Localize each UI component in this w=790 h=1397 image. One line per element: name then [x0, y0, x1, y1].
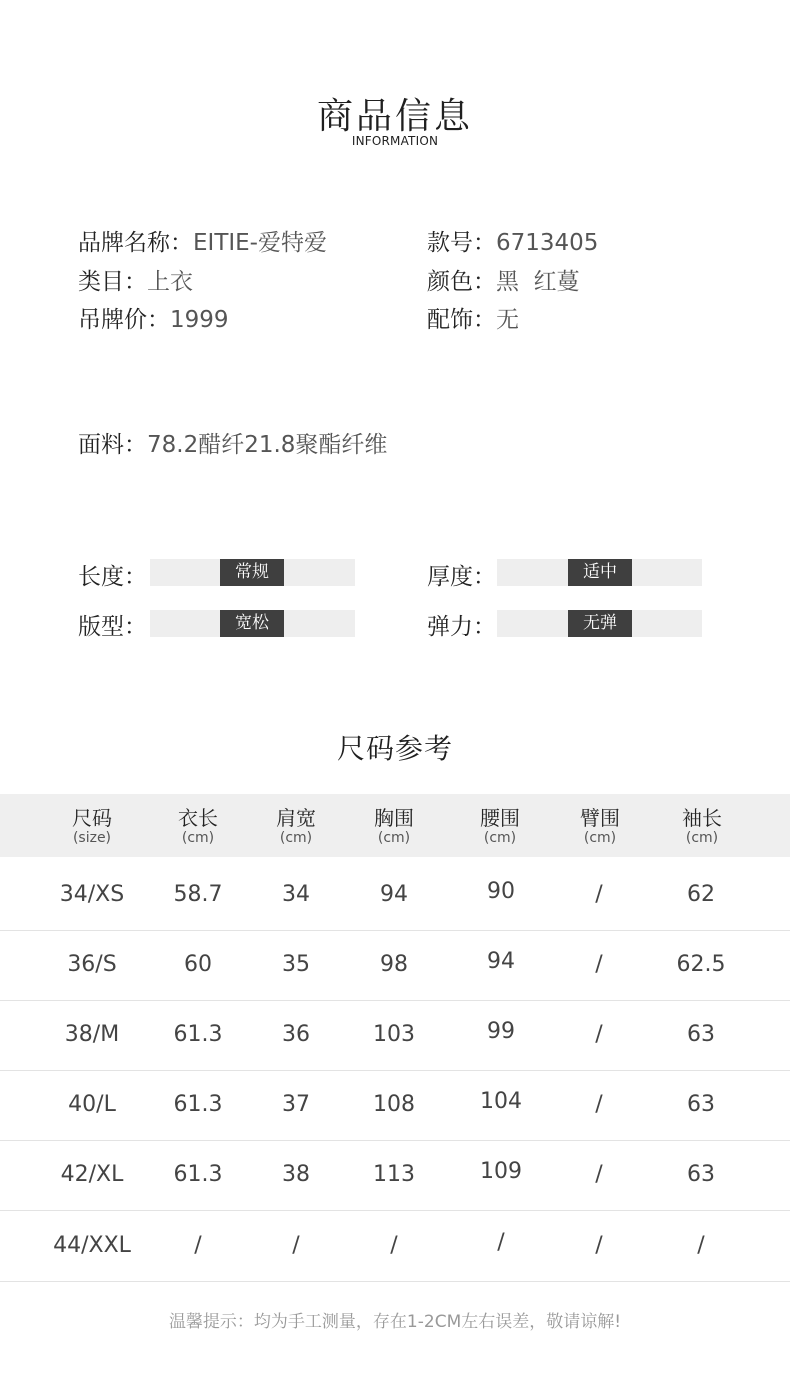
column-unit: (cm)	[583, 830, 617, 846]
price-value: 1999	[170, 307, 229, 333]
column-unit: (size)	[72, 830, 112, 846]
table-row	[0, 859, 790, 931]
column-header	[550, 794, 650, 846]
page-title: 商品信息	[316, 96, 473, 137]
column-header	[42, 794, 142, 846]
measurement-note: 温馨提示：均为手工测量，存在1-2CM左右误差，敬请谅解!	[168, 1312, 622, 1332]
price-label: 吊牌价：	[78, 307, 170, 333]
table-cell: 44/XXL	[53, 1233, 131, 1258]
color-label: 颜色：	[427, 269, 496, 295]
table-cell: 38/M	[64, 1022, 120, 1047]
column-name: 袖长	[682, 806, 722, 830]
table-cell: 40/L	[68, 1092, 116, 1117]
table-cell: /	[292, 1233, 300, 1258]
fabric-label: 面料：	[78, 432, 147, 458]
table-cell: 34	[282, 882, 310, 907]
table-cell: 94	[487, 949, 515, 974]
fit-label: 版型：	[78, 614, 147, 640]
table-cell: 61.3	[173, 1162, 223, 1187]
fit-bar	[150, 610, 355, 637]
table-cell: 104	[480, 1089, 522, 1114]
size-table-header	[0, 794, 790, 857]
column-unit: (cm)	[685, 830, 719, 846]
table-cell: 98	[380, 952, 408, 977]
column-name: 腰围	[480, 806, 520, 830]
column-name: 臂围	[580, 806, 620, 830]
thickness-label: 厚度：	[427, 564, 496, 590]
category-row	[78, 263, 193, 296]
length-bar	[150, 559, 355, 586]
table-cell: 103	[373, 1022, 415, 1047]
column-header	[246, 794, 346, 846]
column-unit: (cm)	[279, 830, 313, 846]
column-unit: (cm)	[483, 830, 517, 846]
column-header	[148, 794, 248, 846]
table-cell: /	[595, 1233, 603, 1258]
table-cell: 34/XS	[59, 882, 125, 907]
table-row	[0, 999, 790, 1071]
table-cell: 113	[373, 1162, 415, 1187]
table-cell: /	[697, 1233, 705, 1258]
table-cell: 62	[687, 882, 715, 907]
column-unit: (cm)	[181, 830, 215, 846]
table-cell: 36	[282, 1022, 310, 1047]
brand-row	[78, 224, 327, 257]
elasticity-label: 弹力：	[427, 614, 496, 640]
table-cell: /	[595, 1022, 603, 1047]
table-cell: 60	[184, 952, 212, 977]
table-cell: 37	[282, 1092, 310, 1117]
table-cell: 99	[487, 1019, 515, 1044]
table-cell: /	[390, 1233, 398, 1258]
style-no-label: 款号：	[427, 230, 496, 256]
table-cell: 38	[282, 1162, 310, 1187]
table-cell: /	[497, 1230, 505, 1255]
brand-label: 品牌名称：	[78, 230, 193, 256]
table-cell: 42/XL	[60, 1162, 124, 1187]
brand-value: EITIE-爱特爱	[193, 230, 327, 256]
table-cell: 63	[687, 1162, 715, 1187]
table-cell: 108	[373, 1092, 415, 1117]
price-row	[78, 301, 229, 334]
table-cell: 61.3	[173, 1092, 223, 1117]
table-cell: 36/S	[67, 952, 117, 977]
fabric-row	[78, 426, 387, 459]
fabric-value: 78.2醋纤21.8聚酯纤维	[147, 432, 388, 458]
style-no-row	[427, 224, 598, 257]
table-cell: /	[595, 1162, 603, 1187]
table-cell: 35	[282, 952, 310, 977]
elasticity-value: 无弹	[568, 610, 632, 637]
elasticity-bar	[497, 610, 702, 637]
column-unit: (cm)	[377, 830, 411, 846]
length-label: 长度：	[78, 564, 147, 590]
thickness-value: 适中	[568, 559, 632, 586]
accessory-row	[427, 301, 519, 334]
column-header	[344, 794, 444, 846]
thickness-bar	[497, 559, 702, 586]
category-value: 上衣	[147, 269, 193, 295]
column-name: 尺码	[72, 806, 112, 830]
accessory-label: 配饰：	[427, 307, 496, 333]
table-row	[0, 1210, 790, 1282]
table-cell: 58.7	[173, 882, 223, 907]
size-chart-title: 尺码参考	[336, 732, 453, 765]
table-row	[0, 929, 790, 1001]
table-row	[0, 1069, 790, 1141]
table-cell: 94	[380, 882, 408, 907]
column-name: 肩宽	[276, 806, 316, 830]
accessory-value: 无	[496, 307, 519, 333]
column-name: 胸围	[374, 806, 414, 830]
table-cell: 90	[487, 879, 515, 904]
color-row	[427, 263, 580, 296]
column-header	[450, 794, 550, 846]
fit-value: 宽松	[220, 610, 284, 637]
table-cell: 61.3	[173, 1022, 223, 1047]
column-header	[652, 794, 752, 846]
table-cell: /	[595, 952, 603, 977]
style-no-value: 6713405	[496, 230, 599, 256]
color-value: 黑 红蔓	[496, 269, 580, 295]
page-subtitle: INFORMATION	[351, 134, 439, 148]
table-cell: /	[194, 1233, 202, 1258]
column-name: 衣长	[178, 806, 218, 830]
length-value: 常规	[220, 559, 284, 586]
category-label: 类目：	[78, 269, 147, 295]
table-row	[0, 1139, 790, 1211]
table-cell: 63	[687, 1092, 715, 1117]
table-cell: /	[595, 882, 603, 907]
table-cell: /	[595, 1092, 603, 1117]
table-cell: 62.5	[676, 952, 726, 977]
table-cell: 109	[480, 1159, 522, 1184]
table-cell: 63	[687, 1022, 715, 1047]
